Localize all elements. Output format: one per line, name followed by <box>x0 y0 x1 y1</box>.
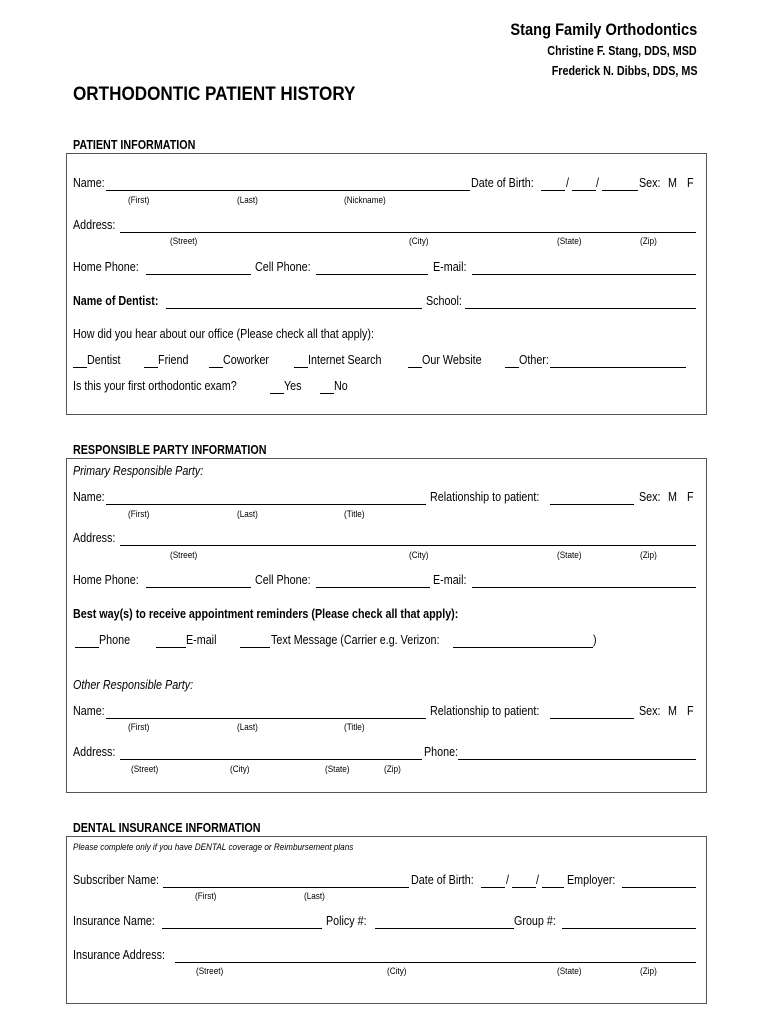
group-line <box>562 928 696 929</box>
primary-home-phone-input[interactable] <box>146 573 251 587</box>
subscriber-name-line <box>163 887 409 888</box>
patient-dob-year-line <box>602 190 638 191</box>
primary-home-phone-label: Home Phone: <box>73 573 139 587</box>
patient-email-input[interactable] <box>472 260 696 274</box>
primary-sex-f[interactable]: F <box>687 490 694 504</box>
other-address-label: Address: <box>73 745 116 759</box>
other-name-line <box>106 718 426 719</box>
first-exam-no-check[interactable] <box>320 393 334 394</box>
other-last-caption: (Last) <box>237 722 258 733</box>
responsible-section-box <box>66 458 707 793</box>
patient-sex-f[interactable]: F <box>687 176 694 190</box>
hear-dentist-label: Dentist <box>87 353 121 367</box>
policy-line <box>375 928 514 929</box>
subscriber-dob-year-line <box>542 887 564 888</box>
patient-street-caption: (Street) <box>170 236 198 247</box>
other-street-caption: (Street) <box>131 764 159 775</box>
responsible-section-heading: RESPONSIBLE PARTY INFORMATION <box>73 443 267 457</box>
primary-relationship-input[interactable] <box>551 490 633 504</box>
other-sex-f[interactable]: F <box>687 704 694 718</box>
patient-address-input[interactable] <box>122 218 694 232</box>
patient-section-heading: PATIENT INFORMATION <box>73 138 196 152</box>
insurance-address-input[interactable] <box>177 948 694 962</box>
employer-label: Employer: <box>567 873 616 887</box>
hear-other-input[interactable] <box>552 353 684 367</box>
primary-zip-caption: (Zip) <box>640 550 657 561</box>
patient-school-label: School: <box>426 294 462 308</box>
patient-dentist-line <box>166 308 422 309</box>
hear-other-line <box>550 367 686 368</box>
subscriber-dob-slash-1: / <box>506 873 509 887</box>
patient-dob-input[interactable] <box>541 176 638 190</box>
hear-website-check[interactable] <box>408 367 422 368</box>
first-exam-question: Is this your first orthodontic exam? <box>73 379 237 393</box>
patient-address-label: Address: <box>73 218 116 232</box>
other-sex-m[interactable]: M <box>668 704 677 718</box>
patient-dob-day-line <box>572 190 596 191</box>
insurance-name-line <box>162 928 322 929</box>
reminder-phone-check[interactable] <box>75 647 99 648</box>
reminder-email-check[interactable] <box>156 647 186 648</box>
patient-school-input[interactable] <box>467 294 695 308</box>
patient-name-line <box>106 190 470 191</box>
reminder-phone-label: Phone <box>99 633 131 647</box>
employer-input[interactable] <box>623 873 695 887</box>
primary-first-caption: (First) <box>128 509 150 520</box>
primary-sex-label: Sex: <box>639 490 661 504</box>
primary-title-caption: (Title) <box>344 509 365 520</box>
patient-nickname-caption: (Nickname) <box>344 195 386 206</box>
patient-last-caption: (Last) <box>237 195 258 206</box>
patient-email-line <box>472 274 696 275</box>
first-exam-no-label: No <box>334 379 348 393</box>
other-sex-label: Sex: <box>639 704 661 718</box>
group-label: Group #: <box>514 914 556 928</box>
other-state-caption: (State) <box>325 764 350 775</box>
insurance-name-label: Insurance Name: <box>73 914 155 928</box>
primary-email-line <box>472 587 696 588</box>
patient-sex-m[interactable]: M <box>668 176 677 190</box>
primary-name-line <box>106 504 426 505</box>
insurance-zip-caption: (Zip) <box>640 966 657 977</box>
primary-cell-phone-input[interactable] <box>316 573 430 587</box>
employer-line <box>622 887 696 888</box>
subscriber-name-input[interactable] <box>165 873 407 887</box>
patient-section-box <box>66 153 707 415</box>
patient-dob-slash-1: / <box>566 176 569 190</box>
primary-email-input[interactable] <box>472 573 696 587</box>
patient-name-label: Name: <box>73 176 105 190</box>
insurance-address-label: Insurance Address: <box>73 948 166 962</box>
patient-name-input[interactable] <box>108 176 468 190</box>
subscriber-first-caption: (First) <box>195 891 217 902</box>
other-party-label: Other Responsible Party: <box>73 678 194 692</box>
hear-friend-label: Friend <box>158 353 189 367</box>
other-phone-input[interactable] <box>460 745 694 759</box>
primary-address-label: Address: <box>73 531 116 545</box>
primary-relationship-line <box>550 504 634 505</box>
other-address-input[interactable] <box>122 745 420 759</box>
insurance-name-input[interactable] <box>163 914 321 928</box>
first-exam-yes-label: Yes <box>284 379 302 393</box>
patient-dob-month-line <box>541 190 565 191</box>
patient-cell-phone-label: Cell Phone: <box>255 260 311 274</box>
insurance-note: Please complete only if you have DENTAL coverage or Reimbursement plans <box>73 842 354 853</box>
subscriber-dob-label: Date of Birth: <box>411 873 474 887</box>
patient-email-label: E-mail: <box>433 260 467 274</box>
patient-first-caption: (First) <box>128 195 150 206</box>
patient-school-line <box>465 308 696 309</box>
patient-home-phone-line <box>146 274 251 275</box>
hear-website-label: Our Website <box>422 353 482 367</box>
primary-sex-m[interactable]: M <box>668 490 677 504</box>
page-title: ORTHODONTIC PATIENT HISTORY <box>73 84 356 105</box>
primary-street-caption: (Street) <box>170 550 198 561</box>
other-relationship-label: Relationship to patient: <box>430 704 540 718</box>
subscriber-dob-input[interactable] <box>481 873 564 887</box>
first-exam-yes-check[interactable] <box>270 393 284 394</box>
hear-other-check[interactable] <box>505 367 519 368</box>
other-name-input[interactable] <box>108 704 424 718</box>
primary-name-input[interactable] <box>108 490 424 504</box>
reminder-email-label: E-mail <box>186 633 217 647</box>
insurance-address-line <box>175 962 696 963</box>
subscriber-dob-day-line <box>512 887 536 888</box>
policy-input[interactable] <box>376 914 513 928</box>
hear-internet-label: Internet Search <box>308 353 382 367</box>
subscriber-dob-slash-2: / <box>536 873 539 887</box>
group-input[interactable] <box>563 914 695 928</box>
patient-cell-phone-line <box>316 274 428 275</box>
other-phone-label: Phone: <box>424 745 459 759</box>
primary-cell-phone-line <box>316 587 430 588</box>
patient-city-caption: (City) <box>409 236 429 247</box>
patient-home-phone-input[interactable] <box>146 260 251 274</box>
patient-home-phone-label: Home Phone: <box>73 260 139 274</box>
other-first-caption: (First) <box>128 722 150 733</box>
primary-city-caption: (City) <box>409 550 429 561</box>
patient-dob-slash-2: / <box>596 176 599 190</box>
reminder-text-label: Text Message (Carrier e.g. Verizon: <box>271 633 440 647</box>
primary-home-phone-line <box>146 587 251 588</box>
hear-coworker-check[interactable] <box>209 367 223 368</box>
other-relationship-line <box>550 718 634 719</box>
primary-state-caption: (State) <box>557 550 582 561</box>
insurance-state-caption: (State) <box>557 966 582 977</box>
patient-dentist-input[interactable] <box>168 294 420 308</box>
practice-name: Stang Family Orthodontics <box>510 20 697 39</box>
hear-friend-check[interactable] <box>144 367 158 368</box>
primary-email-label: E-mail: <box>433 573 467 587</box>
insurance-section-heading: DENTAL INSURANCE INFORMATION <box>73 821 261 835</box>
other-city-caption: (City) <box>230 764 250 775</box>
primary-address-line <box>120 545 696 546</box>
other-phone-line <box>458 759 696 760</box>
patient-state-caption: (State) <box>557 236 582 247</box>
patient-cell-phone-input[interactable] <box>316 260 428 274</box>
subscriber-last-caption: (Last) <box>304 891 325 902</box>
other-name-label: Name: <box>73 704 105 718</box>
reminder-carrier-input[interactable] <box>455 633 591 647</box>
reminder-carrier-line <box>453 647 593 648</box>
hear-internet-check[interactable] <box>294 367 308 368</box>
other-title-caption: (Title) <box>344 722 365 733</box>
doctor-1: Christine F. Stang, DDS, MSD <box>547 44 697 58</box>
insurance-street-caption: (Street) <box>196 966 224 977</box>
other-address-line <box>120 759 422 760</box>
hear-coworker-label: Coworker <box>223 353 270 367</box>
reminder-close-paren: ) <box>593 633 597 647</box>
other-relationship-input[interactable] <box>551 704 633 718</box>
other-zip-caption: (Zip) <box>384 764 401 775</box>
patient-hear-question: How did you hear about our office (Please check all that apply): <box>73 327 374 341</box>
hear-other-label: Other: <box>519 353 549 367</box>
subscriber-dob-month-line <box>481 887 505 888</box>
patient-dob-label: Date of Birth: <box>471 176 534 190</box>
primary-party-label: Primary Responsible Party: <box>73 464 204 478</box>
patient-zip-caption: (Zip) <box>640 236 657 247</box>
policy-label: Policy #: <box>326 914 367 928</box>
reminders-label: Best way(s) to receive appointment reminders (Please check all that apply): <box>73 607 459 621</box>
primary-cell-phone-label: Cell Phone: <box>255 573 311 587</box>
patient-address-line <box>120 232 696 233</box>
reminder-text-check[interactable] <box>240 647 270 648</box>
patient-sex-label: Sex: <box>639 176 661 190</box>
primary-relationship-label: Relationship to patient: <box>430 490 540 504</box>
primary-address-input[interactable] <box>122 531 694 545</box>
insurance-city-caption: (City) <box>387 966 407 977</box>
doctor-2: Frederick N. Dibbs, DDS, MS <box>551 64 697 78</box>
hear-dentist-check[interactable] <box>73 367 87 368</box>
primary-last-caption: (Last) <box>237 509 258 520</box>
primary-name-label: Name: <box>73 490 105 504</box>
subscriber-name-label: Subscriber Name: <box>73 873 160 887</box>
patient-dentist-label: Name of Dentist: <box>73 294 159 308</box>
